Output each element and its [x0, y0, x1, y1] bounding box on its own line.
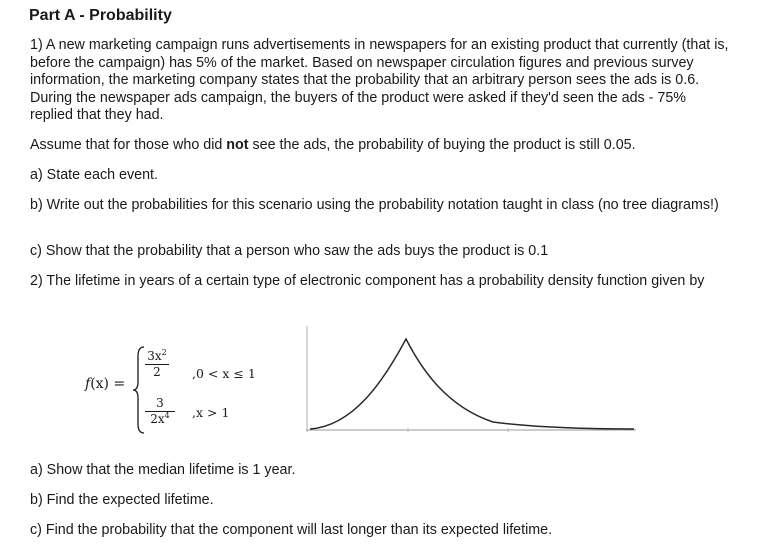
pdf-curve — [310, 339, 634, 429]
left-brace-icon — [132, 346, 146, 434]
question-1c: c) Show that the probability that a person who saw the ads buys the product is 0.1 — [30, 243, 549, 259]
part-title: Part A - Probability — [29, 7, 172, 24]
assumption-text-start: Assume that for those who did — [30, 137, 227, 153]
question-2c: c) Find the probability that the component will last longer than its expected lifetime. — [30, 522, 553, 538]
piece-2-numerator: 3 — [156, 396, 164, 410]
pdf-function-arg: (x) = — [90, 376, 126, 392]
pdf-piece-2-fraction — [145, 397, 175, 426]
piece-1-exponent: 2 — [161, 348, 167, 357]
question-1-text: 1) A new marketing campaign runs advertisements in newspapers for an existing product that currently (that is, before the campaign) has 5% of the market. Based on newspaper circulation figures and previous survey information, the marketing company states that the probability that an arbitrary person sees the ads is 0.6. During the newspaper ads campaign, the buyers of the product were asked if they'd seen the ads - 75% replied that they had. — [30, 37, 729, 123]
piece-2-denominator: 2x — [150, 412, 165, 426]
question-2-text: 2) The lifetime in years of a certain type of electronic component has a probability density function given by — [30, 273, 705, 289]
piece-1-numerator: 3x — [147, 349, 162, 363]
pdf-formula-lhs — [85, 376, 125, 394]
piece-2-exponent: 4 — [164, 411, 170, 420]
pdf-piece-1-fraction — [145, 350, 169, 379]
question-1b: b) Write out the probabilities for this scenario using the probability notation taught in class (no tree diagrams!) — [30, 197, 719, 213]
pdf-function-name: f — [85, 376, 91, 392]
pdf-graph — [298, 322, 640, 440]
assumption-text-end: see the ads, the probability of buying the product is still 0.05. — [248, 137, 636, 153]
pdf-piece-1-condition: ,0 < x ≤ 1 — [192, 366, 256, 381]
question-1a: a) State each event. — [30, 167, 158, 183]
question-2b: b) Find the expected lifetime. — [30, 492, 214, 508]
piece-1-denominator: 2 — [153, 365, 161, 379]
question-2a: a) Show that the median lifetime is 1 year. — [30, 462, 296, 478]
assumption-emphasis: not — [226, 137, 249, 153]
pdf-piece-2-condition: ,x > 1 — [192, 405, 230, 420]
question-1-assumption — [30, 137, 730, 155]
